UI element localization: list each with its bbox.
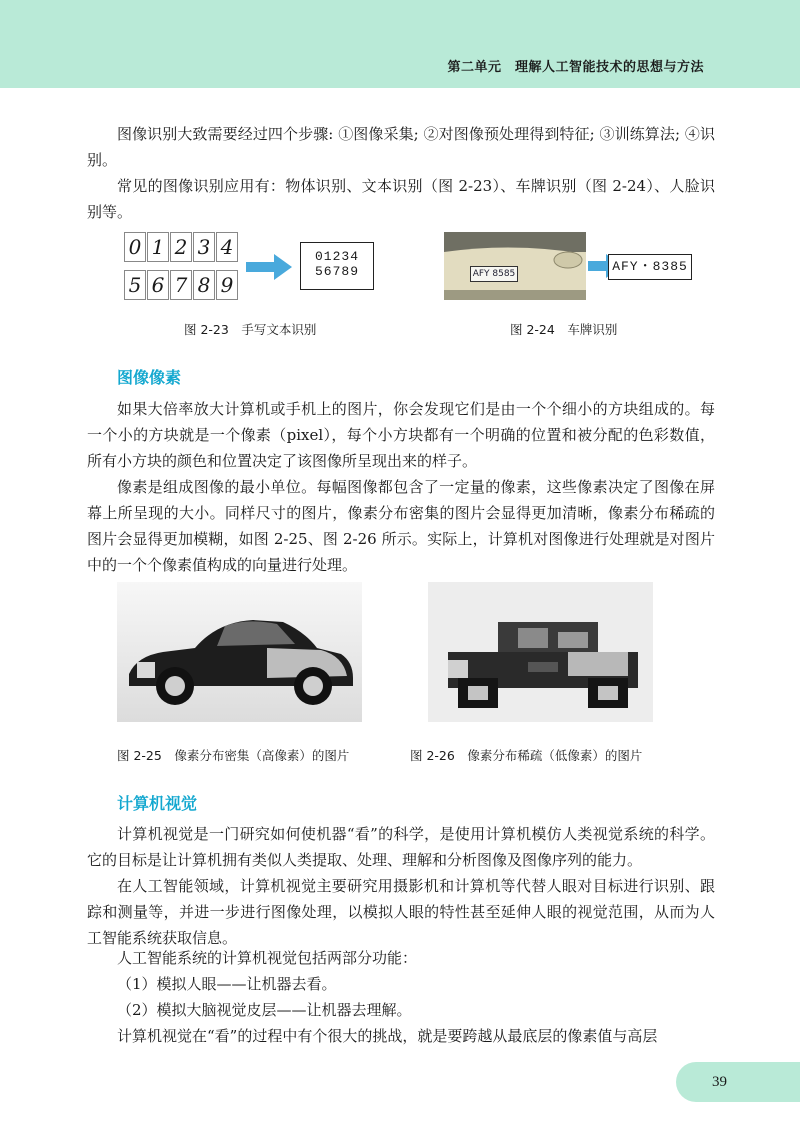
handwritten-digit: 8 — [193, 270, 215, 300]
handwritten-digit: 2 — [170, 232, 192, 262]
cv-list-item-1: （1）模拟人眼——让机器去看。 — [117, 975, 337, 993]
high-resolution-car-photo — [117, 582, 362, 722]
handwritten-digit: 4 — [216, 232, 238, 262]
page-number-tab — [676, 1062, 800, 1102]
handwritten-digits-grid — [124, 232, 236, 300]
unit-title: 第二单元 理解人工智能技术的思想与方法 — [447, 60, 704, 75]
cv-paragraph-4: 计算机视觉在“看”的过程中有个很大的挑战，就是要跨越从最底层的像素值与高层 — [117, 1027, 658, 1045]
right-arrow-icon — [246, 254, 292, 280]
recognized-plate-box: AFY・8385 — [608, 254, 692, 280]
page-header-band — [0, 0, 800, 88]
page-number: 39 — [712, 1074, 727, 1090]
pixel-paragraph-1: 如果大倍率放大计算机或手机上的图片，你会发现它们是由一个个细小的方块组成的。每一个小的方块就是一个像素（pixel），每个小方块都有一个明确的位置和被分配的色彩数值，所有小方块的颜色和位置决定了该图像所呈现出来的样子。 — [87, 400, 715, 470]
section-heading-image-pixel: 图像像素 — [117, 368, 182, 387]
pixelated-car-illustration — [428, 582, 653, 722]
handwritten-digit: 5 — [124, 270, 146, 300]
figure-caption: 图 2-24 车牌识别 — [510, 322, 618, 337]
intro-paragraph-1: 图像识别大致需要经过四个步骤: ①图像采集; ②对图像预处理得到特征; ③训练算法; ④识别。 — [87, 125, 715, 169]
recognized-line-1: 01234 — [314, 249, 359, 264]
cv-paragraph-3: 人工智能系统的计算机视觉包括两部分功能： — [117, 949, 418, 967]
license-plate-photo: AFY 8585 — [470, 266, 518, 282]
pixel-paragraph-2: 像素是组成图像的最小单位。每幅图像都包含了一定量的像素，这些像素决定了图像在屏幕上所呈现的大小。同样尺寸的图片，像素分布密集的图片会显得更加清晰，像素分布稀疏的图片会显得更加模糊，如图 2-25、图 2-26 所示。实际上，计算机对图像进行处理就是对图片中的一个个像素值构成的向量进行处理。 — [87, 478, 715, 574]
figure-caption: 图 2-25 像素分布密集（高像素）的图片 — [117, 748, 350, 763]
recognized-text-box — [300, 242, 374, 290]
figure-caption: 图 2-26 像素分布稀疏（低像素）的图片 — [410, 748, 643, 763]
cv-list-item-2: （2）模拟大脑视觉皮层——让机器去理解。 — [117, 1001, 412, 1019]
handwritten-digit: 1 — [147, 232, 169, 262]
cv-paragraph-1: 计算机视觉是一门研究如何使机器“看”的科学，是使用计算机模仿人类视觉系统的科学。它的目标是让计算机拥有类似人类提取、处理、理解和分析图像及图像序列的能力。 — [87, 825, 715, 869]
section-heading-computer-vision: 计算机视觉 — [117, 794, 198, 813]
handwritten-digit: 0 — [124, 232, 146, 262]
handwritten-digit: 6 — [147, 270, 169, 300]
car-rear-photo — [444, 232, 586, 300]
figure-caption: 图 2-23 手写文本识别 — [184, 322, 317, 337]
handwritten-digit: 3 — [193, 232, 215, 262]
recognized-line-2: 56789 — [314, 264, 359, 279]
cv-paragraph-2: 在人工智能领域，计算机视觉主要研究用摄影机和计算机等代替人眼对目标进行识别、跟踪和测量等，并进一步进行图像处理，以模拟人眼的特性甚至延伸人眼的视觉范围，从而为人工智能系统获取信息。 — [87, 877, 715, 947]
intro-paragraph-2: 常见的图像识别应用有：物体识别、文本识别（图 2-23）、车牌识别（图 2-24）、人脸识别等。 — [87, 177, 715, 221]
classic-car-illustration — [117, 582, 362, 722]
handwritten-digit: 7 — [170, 270, 192, 300]
handwritten-digit: 9 — [216, 270, 238, 300]
low-resolution-car-photo — [428, 582, 653, 722]
